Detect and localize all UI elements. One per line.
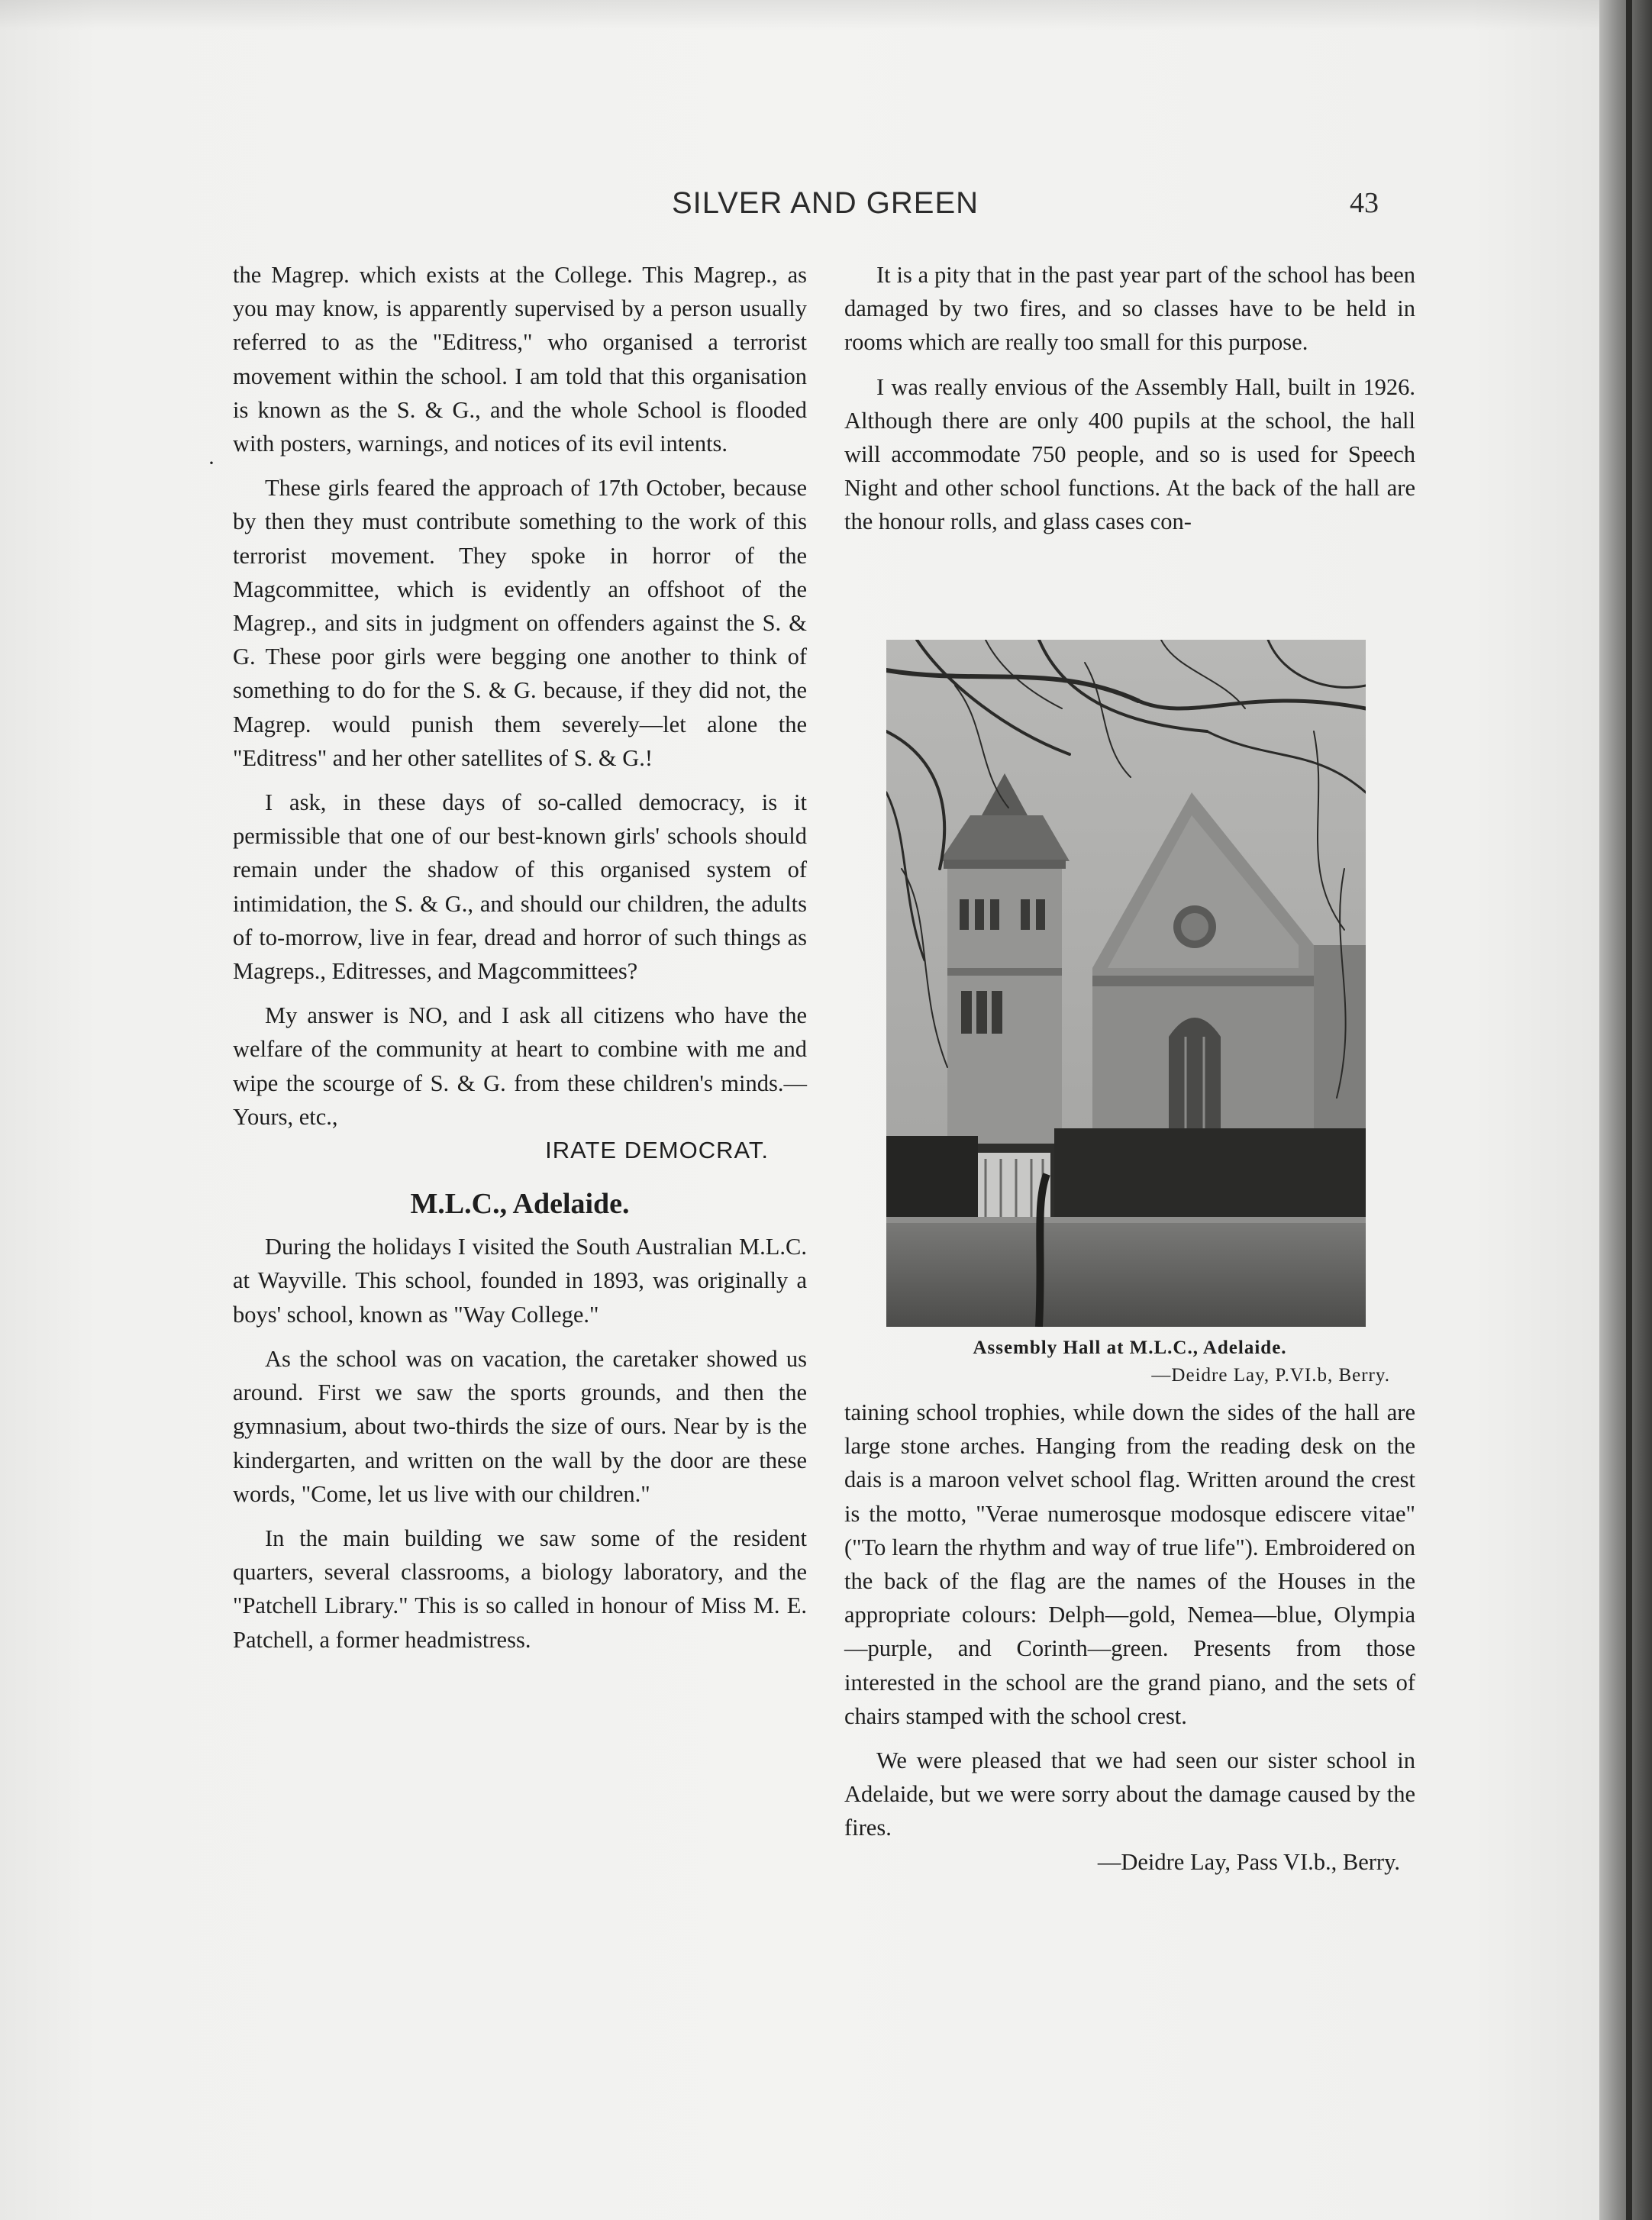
photo-caption-credit: —Deidre Lay, P.VI.b, Berry. xyxy=(1151,1365,1390,1386)
section-paragraph-3: In the main building we saw some of the resident quarters, several classrooms, a biology laboratory, and the "Patchell Library." This is so called in honour of Miss M. E. Patchell, a former headmistress. xyxy=(233,1525,807,1653)
left-column xyxy=(233,258,807,1657)
running-head: SILVER AND GREEN xyxy=(672,186,979,220)
right-paragraph-1: It is a pity that in the past year part of the school has been damaged by two fires, and so classes have to be held in rooms which are really too small for this purpose. xyxy=(844,262,1415,356)
article-byline: —Deidre Lay, Pass VI.b., Berry. xyxy=(1097,1848,1400,1875)
letter-paragraph-1: the Magrep. which exists at the College. This Magrep., as you may know, is apparently supervised by a person usually referred to as the "Editress," who organised a terrorist movement within the school. I am told that this organisation is known as the S. & G., and the whole School is flooded with posters, warnings, and notices of its evil intents. xyxy=(233,262,807,457)
letter-paragraph-2: These girls feared the approach of 17th October, because by then they must contribute something to the work of this terrorist movement. They spoke in horror of the Magcommittee, which is evidently an offshoot of the Magrep., and sits in judgment on offenders against the S. & G. These poor girls were begging one another to think of something to do for the S. & G. because, if they did not, the Magrep. would punish them severely—let alone the "Editress" and her other satellites of S. & G.! xyxy=(233,475,807,771)
photo-caption-title: Assembly Hall at M.L.C., Adelaide. xyxy=(973,1337,1287,1358)
assembly-hall-illustration xyxy=(886,640,1366,1327)
assembly-hall-photo xyxy=(886,640,1366,1327)
section-paragraph-1: During the holidays I visited the South Australian M.L.C. at Wayville. This school, founded in 1893, was originally a boys' school, known as "Way College." xyxy=(233,1234,807,1328)
section-paragraph-2: As the school was on vacation, the caretaker showed us around. First we saw the sports grounds, and then the gymnasium, about two-thirds the size of ours. Near by is the kindergarten, and written on the wall by the door are these words, "Come, let us live with our children." xyxy=(233,1345,807,1507)
section-title: M.L.C., Adelaide. xyxy=(410,1188,630,1221)
page-shadow xyxy=(0,0,1599,31)
book-spine-strip xyxy=(1626,0,1632,2220)
right-paragraph-2: I was really envious of the Assembly Hall, built in 1926. Although there are only 400 pupils at the school, the hall will accommodate 750 people, and so is used for Speech Night and other school functions. At the back of the hall are the honour rolls, and glass cases con- xyxy=(844,373,1415,535)
right-paragraph-3: taining school trophies, while down the sides of the hall are large stone arches. Hanging from the reading desk on the dais is a maroon velvet school flag. Written around the crest is the motto, "Verae numerosque modosque ediscere vitae" ("To learn the rhythm and way of true life"). Embroidered on the back of the flag are the names of the Houses in the appropriate colours: Delph—gold, Nemea—blue, Olympia—purple, and Corinth—green. Presents from those interested in the school are the grand piano, and the sets of chairs stamped with the school crest. xyxy=(844,1399,1415,1729)
right-column-bottom xyxy=(844,1396,1415,1879)
page-number: 43 xyxy=(1350,187,1379,219)
letter-signoff: IRATE DEMOCRAT. xyxy=(545,1137,769,1164)
letter-paragraph-4: My answer is NO, and I ask all citizens who have the welfare of the community at heart to combine with me and wipe the scourge of S. & G. from these children's minds.—Yours, etc., xyxy=(233,1002,807,1130)
margin-dot: · xyxy=(208,450,215,476)
right-paragraph-4: We were pleased that we had seen our sister school in Adelaide, but we were sorry about the damage caused by the fires. xyxy=(844,1747,1415,1841)
right-column-top xyxy=(844,258,1415,539)
letter-paragraph-3: I ask, in these days of so-called democracy, is it permissible that one of our best-known girls' schools should remain under the shadow of this organised system of intimidation, the S. & G., and should our children, the adults of to-morrow, live in fear, dread and horror of such things as Magreps., Editresses, and Magcommittees? xyxy=(233,789,807,985)
